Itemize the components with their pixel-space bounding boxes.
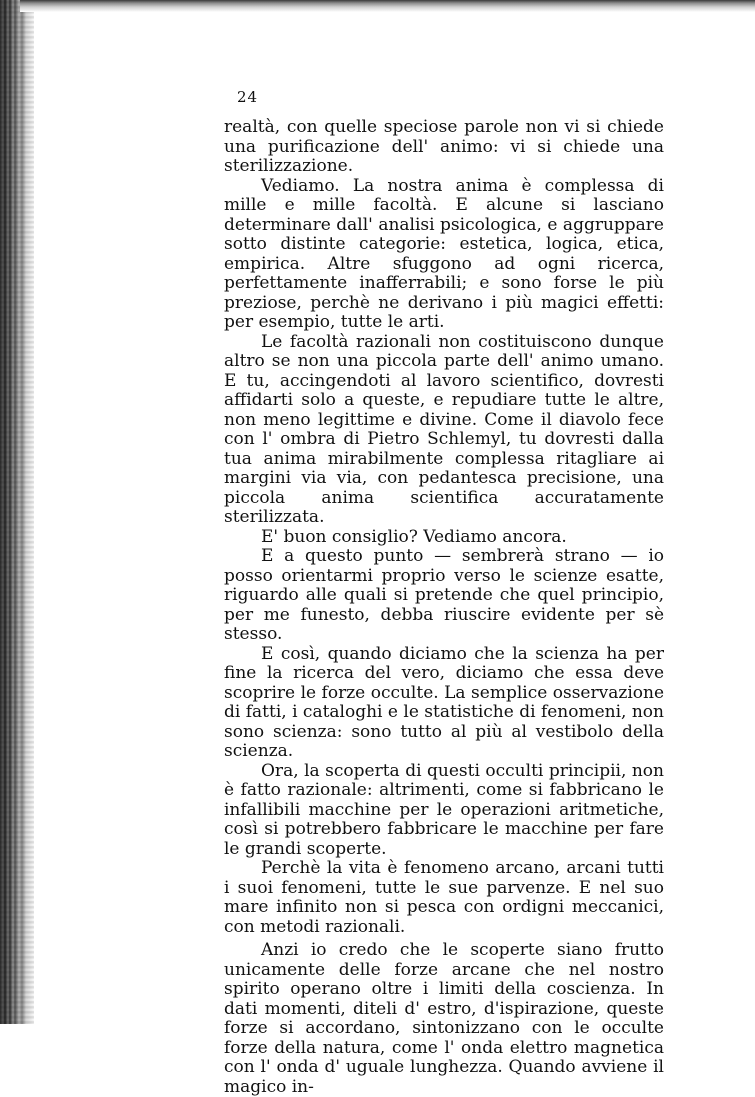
paragraph-2: Vediamo. La nostra anima è complessa di mille e mille facoltà. E alcune si lasciano determinare dall' analisi psicologica, e aggruppare sotto distinte categorie: estetica, logica, etica, empirica. Altre sfuggono ad ogni ricerca, perfettamente inafferrabili; e sono forse le più preziose, perchè ne derivano i più magici effetti: per esempio, tutte le arti. <box>224 175 664 332</box>
body-text <box>224 118 664 1097</box>
book-binding-shadow <box>0 0 34 1024</box>
paragraph-4: E' buon consiglio? Vediamo ancora. <box>261 526 567 547</box>
paragraph-9: Anzi io credo che le scoperte siano frutto unicamente delle forze arcane che nel nostro spirito operano oltre i limiti della coscienza. In dati momenti, diteli d' estro, d'ispirazione, queste forze si accordano, sintonizzano con le occulte forze della natura, come l' onda elettro magnetica con l' onda d' uguale lunghezza. Quando avviene il magico in- <box>224 940 664 1097</box>
paragraph-6: E così, quando diciamo che la scienza ha per fine la ricerca del vero, diciamo che essa deve scoprire le forze occulte. La semplice osservazione di fatti, i cataloghi e le statistiche di fenomeni, non sono scienza: sono tutto al più al vestibolo della scienza. <box>224 643 664 761</box>
page-top-edge-shadow <box>20 0 755 12</box>
paragraph-3: Le facoltà razionali non costituiscono dunque altro se non una piccola parte dell' animo umano. E tu, accingendoti al lavoro scientifico, dovresti affidarti solo a queste, e repudiare tutte le altre, non meno legittime e divine. Come il diavolo fece con l' ombra di Pietro Schlemyl, tu dovresti dalla tua anima mirabilmente complessa ritagliare ai margini via via, con pedantesca precisione, una piccola anima scientifica accuratamente sterilizzata. <box>224 331 664 527</box>
paragraph-7: Ora, la scoperta di questi occulti principii, non è fatto razionale: altrimenti, come si fabbricano le infallibili macchine per le operazioni aritmetiche, così si potrebbero fabbricare le macchine per fare le grandi scoperte. <box>224 760 664 859</box>
page-number: 24 <box>237 88 259 106</box>
paragraph-1: realtà, con quelle speciose parole non vi si chiede una purificazione dell' animo: vi si chiede una sterilizzazione. <box>224 117 664 176</box>
paragraph-5: E a questo punto — sembrerà strano — io posso orientarmi proprio verso le scienze esatte, riguardo alle quali si pretende che quel principio, per me funesto, debba riuscire evidente per sè stesso. <box>224 546 664 644</box>
paragraph-8: Perchè la vita è fenomeno arcano, arcani tutti i suoi fenomeni, tutte le sue parvenze. E nel suo mare infinito non si pesca con ordigni meccanici, con metodi razionali. <box>224 858 664 937</box>
